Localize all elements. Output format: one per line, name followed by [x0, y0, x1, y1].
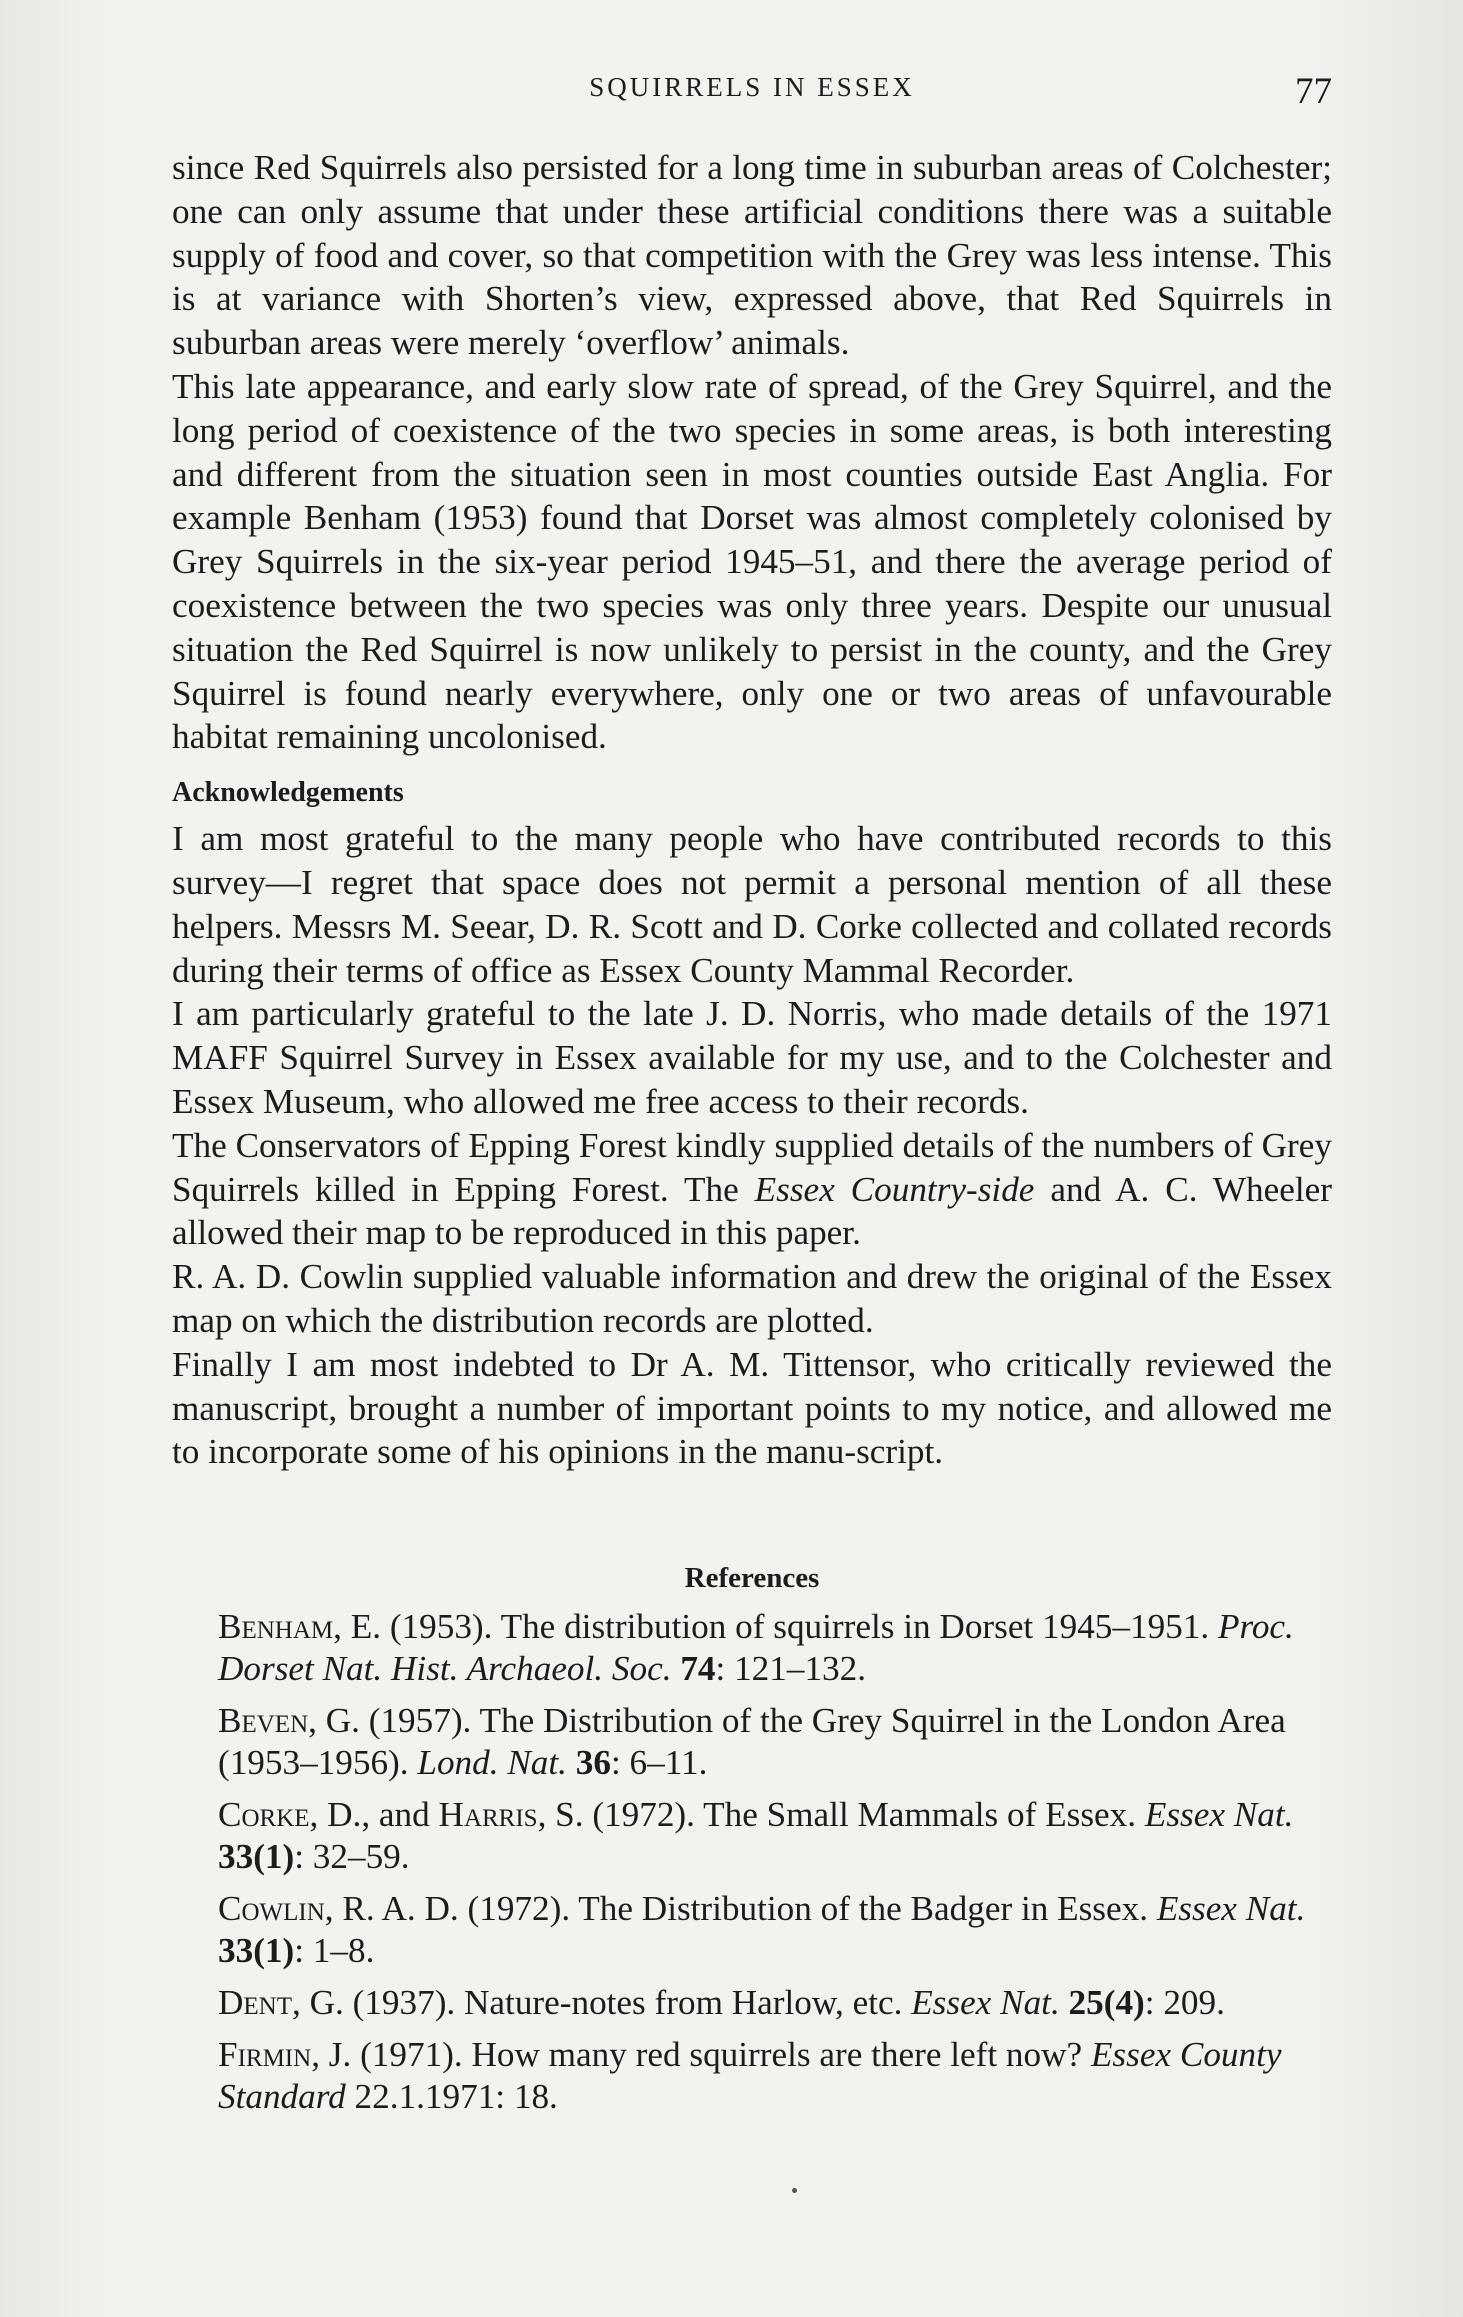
reference-entry	[172, 1794, 1332, 1878]
page-number: 77	[1295, 71, 1332, 112]
reference-entry	[172, 1606, 1332, 1690]
ref-author: Firmin	[218, 2035, 312, 2075]
ref-text: , G. (1937). Nature-notes from Harlow, etc.	[292, 1983, 912, 2023]
ref-pages: : 1–8.	[294, 1931, 375, 1971]
ref-journal: Lond. Nat.	[417, 1743, 567, 1783]
body-paragraph: since Red Squirrels also persisted for a long time in suburban areas of Colchester; one can only assume that under these artificial conditions there was a suitable supply of food and cover, so that competition with the Grey was less intense. This is at variance with Shorten’s view, expressed above, that Red Squirrels in suburban areas were merely ‘overflow’ animals.	[172, 148, 1332, 363]
ref-author: Benham	[218, 1607, 334, 1647]
acknowledgement-paragraph: Finally I am most indebted to Dr A. M. Tittensor, who critically reviewed the manuscript, brought a number of important points to my notice, and allowed me to incorporate some of his opinions in the manu-script.	[172, 1344, 1332, 1472]
ref-author: Cowlin	[218, 1889, 325, 1929]
ref-journal: Essex Nat.	[1144, 1795, 1294, 1835]
article-body	[172, 146, 1332, 2128]
ref-volume: 74	[671, 1649, 716, 1689]
ack-text: The Conservators of Epping Forest kindly supplied details of the numbers of Grey Squirrels killed in Epping Forest. The	[172, 1125, 1332, 1209]
ref-pages: : 209.	[1144, 1983, 1225, 2023]
ref-journal: Essex County Standard	[218, 2035, 1282, 2117]
ref-pages: : 121–132.	[715, 1649, 867, 1689]
ref-text: , D., and	[309, 1795, 439, 1835]
ref-text: , S. (1972). The Small Mammals of Essex.	[537, 1795, 1145, 1835]
ref-volume: 25(4)	[1059, 1983, 1145, 2023]
ref-author: Harris	[438, 1795, 538, 1835]
ref-text: , E. (1953). The distribution of squirrels in Dorset 1945–1951.	[333, 1607, 1218, 1647]
ref-text: , G. (1957). The Distribution of the Grey Squirrel in the London Area (1953–1956).	[218, 1701, 1286, 1783]
page-header	[172, 68, 1332, 118]
ref-pages: 22.1.1971: 18.	[345, 2077, 558, 2117]
references-heading: References	[684, 1562, 820, 1595]
ref-pages: : 32–59.	[294, 1837, 410, 1877]
reference-entry	[172, 2034, 1332, 2118]
reference-entry	[172, 1700, 1332, 1784]
ref-journal: Essex Nat.	[911, 1983, 1060, 2023]
body-paragraph: This late appearance, and early slow rate of spread, of the Grey Squirrel, and the long period of coexistence of the two species in some areas, is both interesting and different from the situation seen in most counties outside East Anglia. For example Benham (1953) found that Dorset was almost completely colonised by Grey Squirrels in the six-year period 1945–51, and there the average period of coexistence between the two species was only three years. Despite our unusual situation the Red Squirrel is now unlikely to persist in the county, and the Grey Squirrel is found nearly everywhere, only one or two areas of unfavourable habitat remaining uncolonised.	[172, 366, 1332, 757]
ref-volume: 33(1)	[218, 1837, 295, 1877]
ref-volume: 33(1)	[218, 1931, 295, 1971]
print-speck	[792, 2188, 797, 2193]
running-title: SQUIRRELS IN ESSEX	[589, 72, 915, 102]
ref-text: , J. (1971). How many red squirrels are there left now?	[311, 2035, 1091, 2075]
acknowledgement-paragraph	[172, 1124, 1332, 1255]
ref-pages: : 6–11.	[610, 1743, 708, 1783]
acknowledgement-paragraph: I am particularly grateful to the late J. D. Norris, who made details of the 1971 MAFF Squirrel Survey in Essex available for my use, and to the Colchester and Essex Museum, who allowed me free access to their records.	[172, 994, 1332, 1121]
ref-volume: 36	[566, 1743, 611, 1783]
acknowledgement-paragraph: I am most grateful to the many people who have contributed records to this survey—I regret that space does not permit a personal mention of all these helpers. Messrs M. Seear, D. R. Scott and D. Corke collected and collated records during their terms of office as Essex County Mammal Recorder.	[172, 819, 1332, 990]
ref-text: , R. A. D. (1972). The Distribution of the Badger in Essex.	[324, 1889, 1157, 1929]
acknowledgements-heading: Acknowledgements	[172, 777, 404, 809]
ack-text: and A. C. Wheeler allowed their map to be reproduced in this paper.	[172, 1169, 1332, 1253]
ref-author: Dent	[218, 1983, 293, 2023]
ref-author: Corke	[218, 1795, 310, 1835]
reference-entry	[172, 1982, 1332, 2024]
ack-italic-title: Essex Country-side	[754, 1169, 1035, 1209]
acknowledgement-paragraph: R. A. D. Cowlin supplied valuable information and drew the original of the Essex map on which the distribution records are plotted.	[172, 1257, 1332, 1340]
ref-author: Beven	[218, 1701, 309, 1741]
reference-entry	[172, 1888, 1332, 1972]
ref-journal: Proc. Dorset Nat. Hist. Archaeol. Soc.	[218, 1607, 1294, 1689]
ref-journal: Essex Nat.	[1156, 1889, 1306, 1929]
